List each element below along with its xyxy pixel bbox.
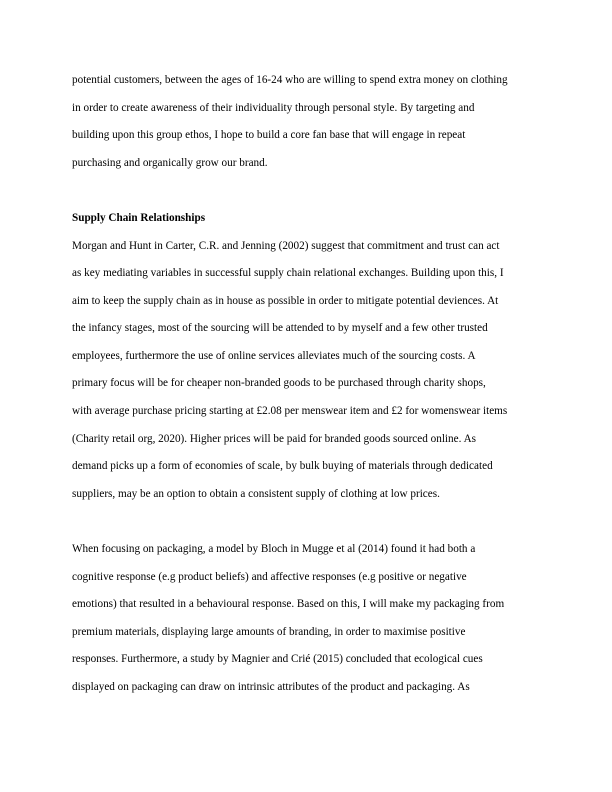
paragraph-2-line-7: with average purchase pricing starting at £2.08 per menswear item and £2 for womenswear items (72, 405, 508, 417)
paragraph-3-line-1: When focusing on packaging, a model by Bloch in Mugge et al (2014) found it had both a (72, 543, 476, 555)
paragraph-3-line-4: premium materials, displaying large amounts of branding, in order to maximise positive (72, 626, 466, 638)
section-heading: Supply Chain Relationships (72, 212, 206, 224)
paragraph-1-line-4: purchasing and organically grow our brand. (72, 157, 268, 169)
paragraph-3-line-6: displayed on packaging can draw on intrinsic attributes of the product and packaging. As (72, 681, 470, 693)
paragraph-2-line-3: aim to keep the supply chain as in house as possible in order to mitigate potential deviences. At (72, 295, 499, 307)
paragraph-1-line-2: in order to create awareness of their individuality through personal style. By targeting and (72, 102, 475, 114)
paragraph-2-line-2: as key mediating variables in successful supply chain relational exchanges. Building upon this, I (72, 267, 504, 279)
paragraph-2-line-6: primary focus will be for cheaper non-branded goods to be purchased through charity shops, (72, 377, 486, 389)
paragraph-3-line-5: responses. Furthermore, a study by Magnier and Crié (2015) concluded that ecological cues (72, 653, 483, 665)
paragraph-2-line-10: suppliers, may be an option to obtain a consistent supply of clothing at low prices. (72, 488, 440, 500)
paragraph-2-line-9: demand picks up a form of economies of scale, by bulk buying of materials through dedicated (72, 460, 493, 472)
paragraph-3-line-2: cognitive response (e.g product beliefs) and affective responses (e.g positive or negative (72, 571, 467, 583)
paragraph-3-line-3: emotions) that resulted in a behavioural response. Based on this, I will make my packaging from (72, 598, 505, 610)
paragraph-2-line-4: the infancy stages, most of the sourcing will be attended to by myself and a few other trusted (72, 322, 488, 334)
paragraph-1-line-1: potential customers, between the ages of 16-24 who are willing to spend extra money on clothing (72, 74, 508, 86)
paragraph-2-line-5: employees, furthermore the use of online services alleviates much of the sourcing costs. A (72, 350, 476, 362)
paragraph-1-line-3: building upon this group ethos, I hope to build a core fan base that will engage in repeat (72, 129, 466, 141)
paragraph-2-line-1: Morgan and Hunt in Carter, C.R. and Jenning (2002) suggest that commitment and trust can act (72, 240, 500, 252)
paragraph-2-line-8: (Charity retail org, 2020). Higher prices will be paid for branded goods sourced online. As (72, 433, 477, 445)
